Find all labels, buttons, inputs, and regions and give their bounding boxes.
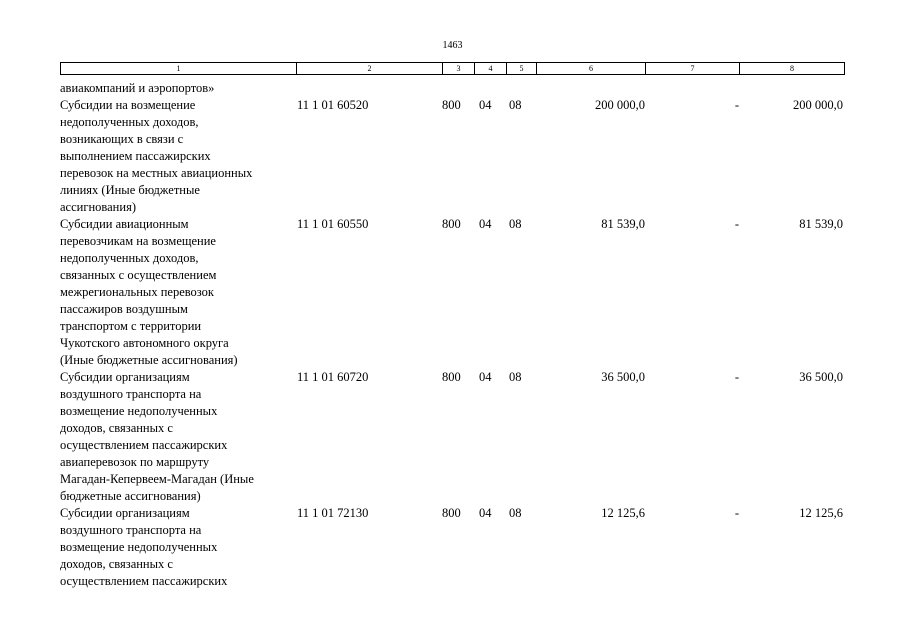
description-line: пассажиров воздушным <box>60 302 188 316</box>
description-line: недополученных доходов, <box>60 115 199 129</box>
amount-regional: 36 500,0 <box>799 370 843 384</box>
description-line: бюджетные ассигнования) <box>60 489 201 503</box>
description-line: ассигнования) <box>60 200 136 214</box>
description-line: Магадан-Кепервеем-Магадан (Иные <box>60 472 254 486</box>
description-line: возмещение недополученных <box>60 404 218 418</box>
section: 04 <box>479 98 492 112</box>
description-line: Чукотского автономного округа <box>60 336 229 350</box>
table-row <box>60 505 845 590</box>
description-line: линиях (Иные бюджетные <box>60 183 200 197</box>
description-line: доходов, связанных с <box>60 421 173 435</box>
row-description <box>60 369 296 505</box>
table-row <box>60 216 845 369</box>
section: 04 <box>479 217 492 231</box>
continuation-text: авиакомпаний и аэропортов» <box>60 81 215 95</box>
subsection: 08 <box>509 217 522 231</box>
description-line: выполнением пассажирских <box>60 149 211 163</box>
amount-regional: 200 000,0 <box>793 98 843 112</box>
description-line: (Иные бюджетные ассигнования) <box>60 353 238 367</box>
description-line: Субсидии авиационным <box>60 217 189 231</box>
description-line: межрегиональных перевозок <box>60 285 214 299</box>
description-line: связанных с осуществлением <box>60 268 217 282</box>
subsection: 08 <box>509 506 522 520</box>
description-line: Субсидии организациям <box>60 370 190 384</box>
description-line: воздушного транспорта на <box>60 387 202 401</box>
header-col-7: 7 <box>646 63 740 74</box>
amount-federal: - <box>734 506 739 520</box>
amount-total: 36 500,0 <box>601 370 645 384</box>
header-col-8: 8 <box>790 64 794 73</box>
expense-type: 800 <box>442 217 461 231</box>
subsection: 08 <box>509 370 522 384</box>
budget-code: 11 1 01 60520 <box>297 98 369 112</box>
row-description <box>60 216 296 369</box>
table-row <box>60 369 845 505</box>
amount-total: 200 000,0 <box>595 98 645 112</box>
page-number: 1463 <box>442 40 463 51</box>
description-line: Субсидии организациям <box>60 506 190 520</box>
amount-regional: 81 539,0 <box>799 217 843 231</box>
description-line: осуществлением пассажирских <box>60 438 228 452</box>
header-col-5: 5 <box>507 63 537 74</box>
description-line: перевозок на местных авиационных <box>60 166 253 180</box>
budget-code: 11 1 01 72130 <box>297 506 369 520</box>
section: 04 <box>479 506 492 520</box>
expense-type: 800 <box>442 506 461 520</box>
description-line: перевозчикам на возмещение <box>60 234 216 248</box>
description-line: Субсидии на возмещение <box>60 98 196 112</box>
description-line: возмещение недополученных <box>60 540 218 554</box>
header-col-1: 1 <box>61 63 297 74</box>
row-description <box>60 97 296 216</box>
amount-federal: - <box>734 217 739 231</box>
budget-code: 11 1 01 60720 <box>297 370 369 384</box>
expense-type: 800 <box>442 370 461 384</box>
amount-total: 12 125,6 <box>601 506 645 520</box>
amount-federal: - <box>734 98 739 112</box>
header-col-6: 6 <box>537 63 646 74</box>
description-line: воздушного транспорта на <box>60 523 202 537</box>
description-line: возникающих в связи с <box>60 132 184 146</box>
amount-federal: - <box>734 370 739 384</box>
description-line: осуществлением пассажирских <box>60 574 228 588</box>
table-row <box>60 97 845 216</box>
table-header <box>60 62 845 75</box>
amount-regional: 12 125,6 <box>799 506 843 520</box>
description-line: авиаперевозок по маршруту <box>60 455 210 469</box>
amount-total: 81 539,0 <box>601 217 645 231</box>
header-col-2: 2 <box>297 63 443 74</box>
description-line: недополученных доходов, <box>60 251 199 265</box>
table-rows <box>60 97 845 590</box>
description-line: доходов, связанных с <box>60 557 173 571</box>
row-description <box>60 505 296 590</box>
budget-code: 11 1 01 60550 <box>297 217 369 231</box>
header-col-4: 4 <box>475 63 507 74</box>
section: 04 <box>479 370 492 384</box>
description-line: транспортом с территории <box>60 319 202 333</box>
expense-type: 800 <box>442 98 461 112</box>
table-body <box>60 80 845 590</box>
header-col-3: 3 <box>443 63 475 74</box>
subsection: 08 <box>509 98 522 112</box>
